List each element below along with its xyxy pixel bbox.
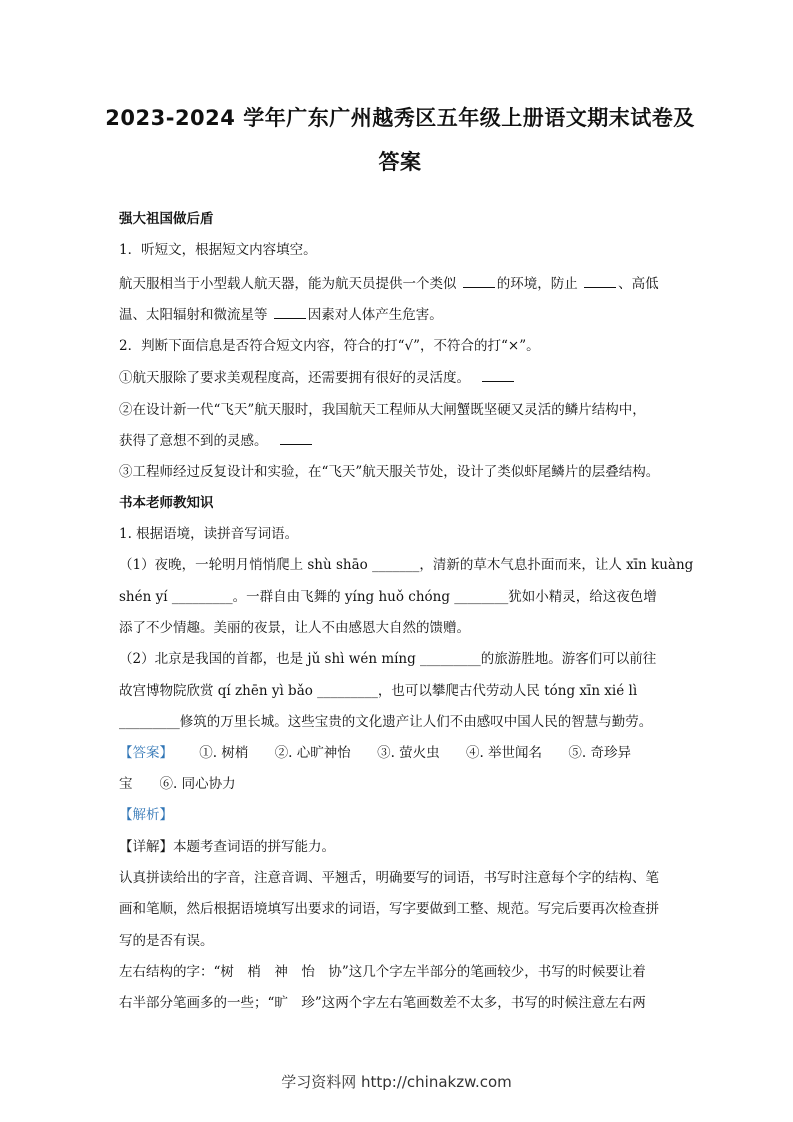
- question-2-label: 2．判断下面信息是否符合短文内容，符合的打“√”，不符合的打“×”。: [119, 338, 540, 354]
- passage-2-line-1: （2）北京是我国的首都，也是 jǔ shì wén míng _________的旅游胜地。游客们可以前往: [119, 651, 657, 667]
- page-footer: 学习资料网 http://chinakzw.com: [281, 1073, 512, 1091]
- q1-text-d: 温、太阳辐射和微流星等: [119, 307, 272, 323]
- passage-1-line-2: shén yí _________。一群自由飞舞的 yíng huǒ chóng ________犹如小精灵，给这夜色增: [119, 589, 657, 605]
- question-2-item-3: ③工程师经过反复设计和实验，在“飞天”航天服关节处，设计了类似虾尾鳞片的层叠结构。: [119, 464, 660, 480]
- passage-2-line-3: _________修筑的万里长城。这些宝贵的文化遗产让人们不由感叹中国人民的智慧与勤劳。: [119, 714, 653, 730]
- answer-line-2: 宝 ⑥. 同心协力: [119, 776, 236, 792]
- answer-item: ②. 心旷神怡: [274, 745, 351, 761]
- passage-2-line-2: 故宫博物院欣赏 qí zhēn yì bǎo _________，也可以攀爬古代劳动人民 tóng xīn xié lì: [119, 683, 638, 699]
- answer-label: 【答案】: [119, 745, 173, 761]
- answer-item: ①. 树梢: [199, 745, 249, 761]
- detail-label: 【详解】: [119, 839, 173, 855]
- q1-text-e: 因素对人体产生危害。: [307, 307, 443, 323]
- detail-line: [119, 835, 679, 855]
- detail-text: 本题考查词语的拼写能力。: [173, 839, 335, 855]
- q2-item-2-text: 获得了意想不到的灵感。: [119, 433, 268, 449]
- title-line-1: 2023-2024 学年广东广州越秀区五年级上册语文期末试卷及: [105, 106, 695, 130]
- question-2-item-1: [119, 366, 679, 386]
- answer-item: ⑤. 奇珍异: [568, 745, 631, 761]
- analysis-para-1-line-2: 画和笔顺，然后根据语境填写出要求的词语，写字要做到工整、规范。写完后要再次检查拼: [119, 901, 659, 917]
- passage-1-line-3: 添了不少情趣。美丽的夜景，让人不由感恩大自然的馈赠。: [119, 620, 470, 636]
- question-2-item-2-line-1: ②在设计新一代“飞天”航天服时，我国航天工程师从大闸蟹既坚硬又灵活的鳞片结构中，: [119, 402, 646, 418]
- question-1-label: 1．听短文，根据短文内容填空。: [119, 242, 317, 258]
- question-1-text-line-1: [119, 272, 679, 292]
- section-heading-1: 强大祖国做后盾: [119, 211, 214, 227]
- q1-text-c: 、高低: [618, 276, 659, 292]
- document-title: [100, 96, 700, 184]
- q1-text-a: 航天服相当于小型载人航天器，能为航天员提供一个类似: [119, 276, 461, 292]
- answer-line-1: [119, 741, 679, 761]
- question-1-text-line-2: [119, 303, 679, 323]
- analysis-para-2-line-2: 右半部分笔画多的一些；“旷 珍”这两个字左右笔画数差不太多，书写的时候注意左右两: [119, 995, 646, 1011]
- analysis-para-1-line-1: 认真拼读给出的字音，注意音调、平翘舌，明确要写的词语，书写时注意每个字的结构、笔: [119, 870, 659, 886]
- blank-2: [584, 273, 616, 288]
- q2-item-1-text: ①航天服除了要求美观程度高，还需要拥有很好的灵活度。: [119, 370, 470, 386]
- answer-item: ④. 举世闻名: [465, 745, 543, 761]
- answer-item: ③. 萤火虫: [377, 745, 440, 761]
- analysis-para-2-line-1: 左右结构的字：“树 梢 神 怡 协”这几个字左半部分的笔画较少，书写的时候要让着: [119, 964, 646, 980]
- title-line-2: 答案: [378, 150, 422, 174]
- blank-3: [274, 304, 306, 319]
- s2-question-1-label: 1. 根据语境，读拼音写词语。: [119, 526, 299, 542]
- question-2-item-2-line-2: [119, 429, 679, 449]
- analysis-para-1-line-3: 写的是否有误。: [119, 933, 214, 949]
- q1-text-b: 的环境，防止: [496, 276, 583, 292]
- blank-4: [482, 367, 514, 382]
- section-heading-2: 书本老师教知识: [119, 495, 214, 511]
- blank-1: [463, 273, 495, 288]
- passage-1-line-1: （1）夜晚，一轮明月悄悄爬上 shù shāo _______，清新的草木气息扑面而来，让人 xīn kuàng: [119, 557, 694, 573]
- analysis-label: 【解析】: [119, 807, 173, 823]
- blank-5: [280, 430, 312, 445]
